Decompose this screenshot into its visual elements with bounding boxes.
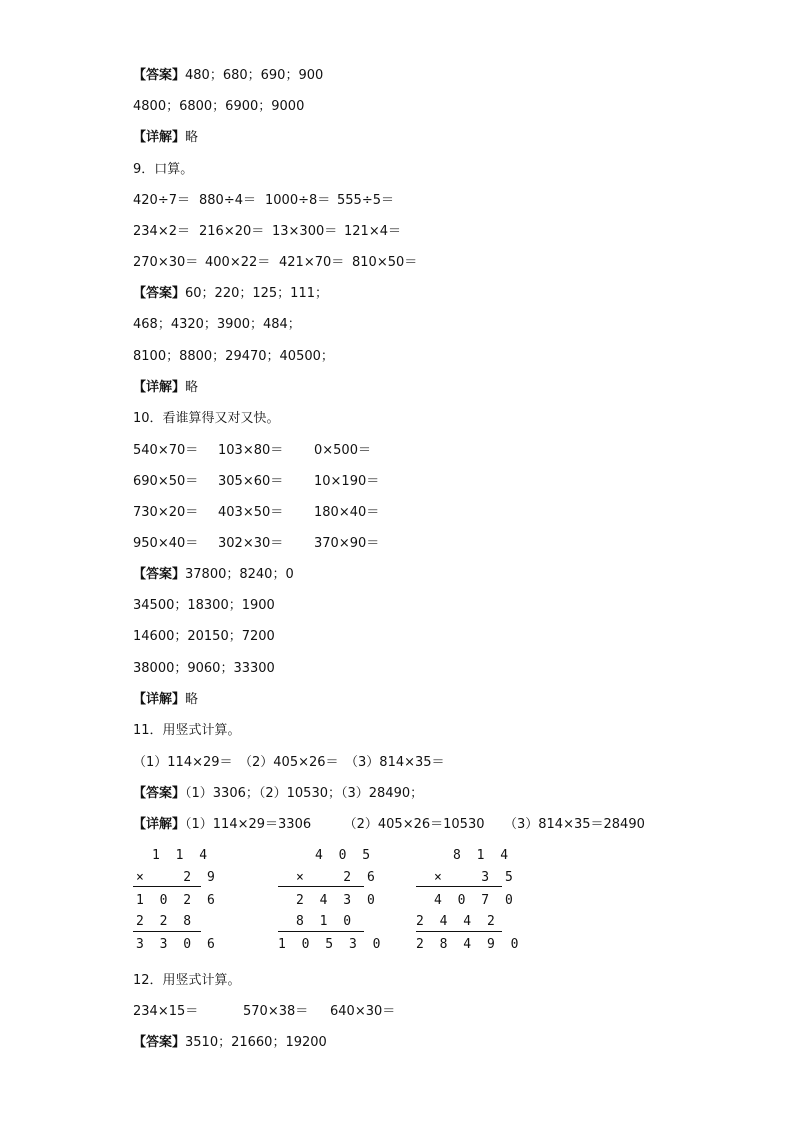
q9-r1-c2: 880÷4＝ xyxy=(199,193,256,208)
vc3-line-2: × 3 5 xyxy=(434,870,517,885)
vc2-line-3: 2 4 3 0 xyxy=(296,893,379,908)
answer-tag: 【答案】 xyxy=(133,567,186,582)
q10-title: 10．看谁算得又对又快。 xyxy=(133,411,280,426)
q9-title: 9．口算。 xyxy=(133,162,194,177)
detail-tag: 【详解】 xyxy=(133,380,186,395)
q12-problem-2: 570×38＝ xyxy=(243,1004,309,1019)
q9-r2-c4: 121×4＝ xyxy=(344,224,401,239)
vc2-line-2: × 2 6 xyxy=(296,870,379,885)
detail-tag: 【详解】 xyxy=(133,817,186,832)
vc2-line-1: 4 0 5 xyxy=(315,848,375,863)
q12-answer: 【答案】3510；21660；19200 xyxy=(133,1035,327,1050)
vc2-line-4: 8 1 0 xyxy=(296,914,356,929)
vc3-rule-2 xyxy=(416,931,502,932)
q10-r4-c1: 950×40＝ xyxy=(133,536,199,551)
answer-tag: 【答案】 xyxy=(133,1035,186,1050)
q11-title: 11．用竖式计算。 xyxy=(133,723,241,738)
q10-answer-line-4: 38000；9060；33300 xyxy=(133,661,275,676)
q10-r2-c1: 690×50＝ xyxy=(133,474,199,489)
q10-r3-c3: 180×40＝ xyxy=(314,505,380,520)
q9-r2-c2: 216×20＝ xyxy=(199,224,265,239)
detail-tag: 【详解】 xyxy=(133,130,186,145)
vc1-rule-2 xyxy=(133,931,201,932)
q10-r1-c3: 0×500＝ xyxy=(314,443,371,458)
vc3-line-3: 4 0 7 0 xyxy=(434,893,517,908)
vc3-line-4: 2 4 4 2 xyxy=(416,914,499,929)
q10-r1-c1: 540×70＝ xyxy=(133,443,199,458)
vc1-line-3: 1 0 2 6 xyxy=(136,893,219,908)
q9-detail: 【详解】略 xyxy=(133,380,199,395)
vc3-line-1: 8 1 4 xyxy=(453,848,513,863)
vc1-rule-1 xyxy=(133,886,201,887)
q8-detail: 【详解】略 xyxy=(133,130,199,145)
q8-answer-line-2: 4800；6800；6900；9000 xyxy=(133,99,305,114)
q10-answer-line-2: 34500；18300；1900 xyxy=(133,598,275,613)
q9-r2-c3: 13×300＝ xyxy=(272,224,338,239)
answer-tag: 【答案】 xyxy=(133,786,186,801)
q10-detail: 【详解】略 xyxy=(133,692,199,707)
vc1-line-5: 3 3 0 6 xyxy=(136,937,219,952)
q12-title: 12．用竖式计算。 xyxy=(133,973,241,988)
q12-problem-3: 640×30＝ xyxy=(330,1004,396,1019)
q10-r3-c2: 403×50＝ xyxy=(218,505,284,520)
q12-problem-1: 234×15＝ xyxy=(133,1004,199,1019)
q9-r2-c1: 234×2＝ xyxy=(133,224,190,239)
q9-r3-c4: 810×50＝ xyxy=(352,255,418,270)
q11-detail: 【详解】（1）114×29＝3306 （2）405×26＝10530 （3）814×35＝28490 xyxy=(133,817,645,832)
vc2-line-5: 1 0 5 3 0 xyxy=(278,937,385,952)
q9-r3-c1: 270×30＝ xyxy=(133,255,199,270)
q9-answer-line-3: 8100；8800；29470；40500； xyxy=(133,349,334,364)
vc2-rule-2 xyxy=(278,931,364,932)
q9-r1-c4: 555÷5＝ xyxy=(337,193,394,208)
q9-r1-c1: 420÷7＝ xyxy=(133,193,190,208)
q8-answer-line-1: 【答案】480；680；690；900 xyxy=(133,68,324,83)
q11-problems: （1）114×29＝ （2）405×26＝ （3）814×35＝ xyxy=(133,755,445,770)
q10-r2-c3: 10×190＝ xyxy=(314,474,380,489)
detail-tag: 【详解】 xyxy=(133,692,186,707)
q10-r4-c2: 302×30＝ xyxy=(218,536,284,551)
q10-answer-line-3: 14600；20150；7200 xyxy=(133,629,275,644)
q9-answer-line-1: 【答案】60；220；125；111； xyxy=(133,286,328,301)
q10-r4-c3: 370×90＝ xyxy=(314,536,380,551)
vc3-rule-1 xyxy=(416,886,502,887)
q9-answer-line-2: 468；4320；3900；484； xyxy=(133,317,301,332)
q10-r3-c1: 730×20＝ xyxy=(133,505,199,520)
q9-r1-c3: 1000÷8＝ xyxy=(265,193,331,208)
q9-r3-c2: 400×22＝ xyxy=(205,255,271,270)
q11-answer: 【答案】（1）3306；（2）10530；（3）28490； xyxy=(133,786,424,801)
vc2-rule-1 xyxy=(278,886,364,887)
answer-tag: 【答案】 xyxy=(133,68,186,83)
vc1-line-1: 1 1 4 xyxy=(152,848,212,863)
answer-tag: 【答案】 xyxy=(133,286,186,301)
q10-answer-line-1: 【答案】37800；8240；0 xyxy=(133,567,294,582)
vc1-line-2: × 2 9 xyxy=(136,870,219,885)
q10-r2-c2: 305×60＝ xyxy=(218,474,284,489)
vc1-line-4: 2 2 8 xyxy=(136,914,196,929)
q9-r3-c3: 421×70＝ xyxy=(279,255,345,270)
q10-r1-c2: 103×80＝ xyxy=(218,443,284,458)
vc3-line-5: 2 8 4 9 0 xyxy=(416,937,523,952)
